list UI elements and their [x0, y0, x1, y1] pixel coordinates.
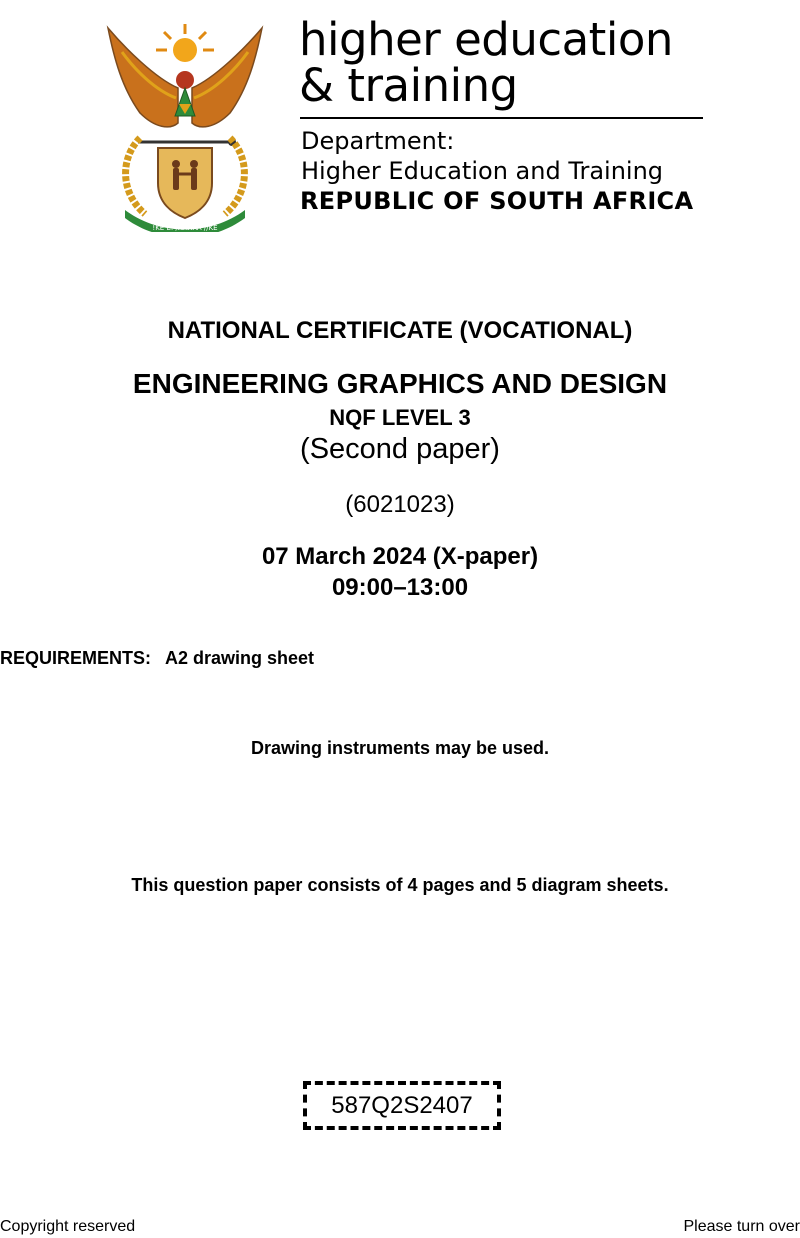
exam-date: 07 March 2024 (X-paper) — [261, 543, 539, 570]
coat-of-arms-logo — [100, 18, 270, 232]
footer-turn-over: Please turn over — [683, 1218, 800, 1235]
subject-code: (6021023) — [345, 491, 455, 518]
paper-code-box: 587Q2S2407 — [303, 1081, 501, 1130]
subject-title: ENGINEERING GRAPHICS AND DESIGN — [132, 368, 668, 399]
sun-icon — [156, 24, 214, 62]
brand-divider — [300, 117, 703, 119]
nqf-level: NQF LEVEL 3 — [329, 405, 471, 430]
brand-line-1: higher education — [299, 13, 673, 66]
brand-line-2: & training — [299, 59, 518, 112]
requirements-label: REQUIREMENTS: — [0, 648, 152, 668]
wheat-right-shape — [225, 138, 244, 214]
exam-time: 09:00–13:00 — [331, 574, 469, 601]
requirements-line — [0, 648, 314, 669]
certificate-title: NATIONAL CERTIFICATE (VOCATIONAL) — [167, 317, 633, 344]
department-name: Higher Education and Training — [301, 157, 664, 185]
wheat-left-shape — [126, 138, 145, 214]
pages-note: This question paper consists of 4 pages and 5 diagram sheets. — [131, 875, 669, 895]
requirements-value: A2 drawing sheet — [165, 648, 315, 668]
paper-number: (Second paper) — [300, 433, 500, 465]
country-name: REPUBLIC OF SOUTH AFRICA — [300, 187, 694, 215]
motto-text: !KE E: /XARRA //KE — [152, 224, 218, 232]
footer-copyright: Copyright reserved — [0, 1218, 136, 1235]
shield-shape — [158, 148, 212, 218]
department-label: Department: — [301, 127, 455, 155]
instruments-note: Drawing instruments may be used. — [250, 738, 550, 758]
